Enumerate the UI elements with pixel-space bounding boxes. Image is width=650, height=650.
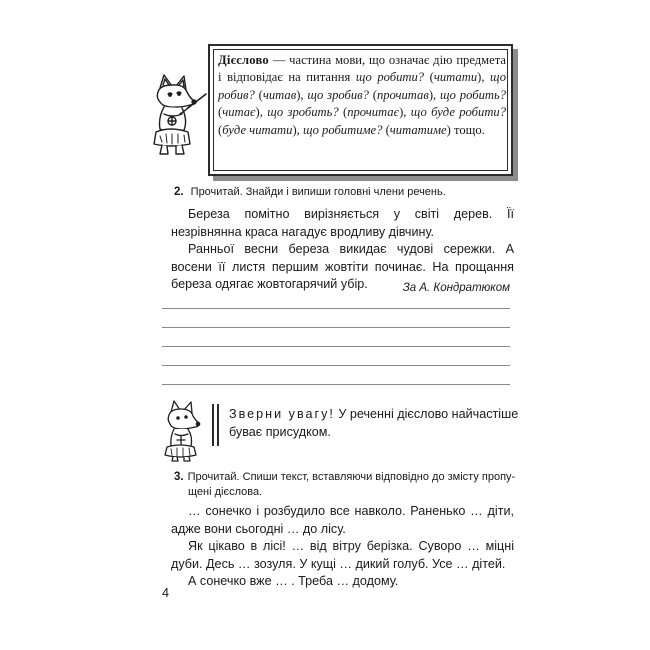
rule-term: Дієслово	[218, 53, 269, 67]
task-3-number: 3.	[174, 471, 184, 483]
rule-question: що робив?	[218, 70, 506, 102]
rule-text-segment: (	[424, 70, 434, 85]
answer-line[interactable]	[162, 384, 510, 385]
rule-example: читатиме	[389, 122, 447, 137]
attention-note	[229, 406, 529, 441]
page-number: 4	[162, 586, 170, 600]
attention-lead: Зверни увагу!	[229, 407, 335, 421]
answer-line[interactable]	[162, 346, 510, 347]
task-3-instruction-line-1: Прочитай. Спиши текст, вставляючи відповідно до змісту пропу-	[187, 471, 516, 483]
task-2-text	[171, 206, 514, 294]
task-2-instruction: Прочитай. Знайди і випиши головні члени речень.	[190, 186, 446, 198]
answer-line[interactable]	[162, 308, 510, 309]
rule-example: буде читати	[222, 122, 293, 137]
rule-text-segment: ),	[428, 87, 441, 102]
rule-text-segment: — частина мови, що означає дію предмета і відповідає на питання	[218, 53, 506, 85]
answer-line[interactable]	[162, 365, 510, 366]
answer-line[interactable]	[162, 327, 510, 328]
rule-text-segment: (	[218, 122, 223, 137]
rule-text-segment: ),	[399, 105, 411, 120]
rule-text-segment: ),	[296, 87, 308, 102]
rule-definition	[218, 52, 506, 139]
rule-example: читає	[222, 105, 256, 120]
rule-text-segment: ),	[477, 70, 491, 85]
rule-question: що робити?	[355, 70, 425, 85]
rule-text-segment: ) тощо.	[446, 122, 485, 137]
rule-text-segment: (	[218, 105, 223, 120]
rule-example: прочитав	[376, 87, 429, 102]
task-3-instruction-line-2: щені дієслова.	[188, 486, 263, 498]
task-3-paragraph: А сонечко вже … . Треба … додому.	[188, 574, 399, 588]
task-2-author: За А. Кондратюком	[402, 282, 510, 294]
rule-text-segment: ),	[255, 105, 268, 120]
task-3-text	[171, 503, 514, 591]
rule-question: що робить?	[440, 87, 506, 102]
rule-question: що зробив?	[307, 87, 369, 102]
rule-question: що зробить?	[267, 105, 339, 120]
task-3-paragraph: … сонечко і розбудило все навколо. Раненько … діти, адже вони сьогодні … до лісу.	[171, 504, 514, 536]
fox-teacher-illustration	[150, 74, 210, 158]
rule-text-segment: (	[368, 87, 377, 102]
rule-example: читати	[433, 70, 478, 85]
rule-example: прочитає	[347, 105, 400, 120]
task-2-number: 2.	[174, 186, 184, 198]
rule-text-segment: (	[382, 122, 390, 137]
rule-text-segment: (	[338, 105, 348, 120]
fox-attention-illustration	[162, 400, 206, 462]
attention-marker-bars	[212, 404, 221, 446]
task-3-header	[174, 470, 534, 500]
rule-text-segment: ),	[292, 122, 303, 137]
rule-question: що робитиме?	[302, 122, 383, 137]
task-3-paragraph: Як цікаво в лісі! … від вітру берізка. Суворо … міцні дуби. Десь … зозуля. У кущі … дикий голуб. Усе … дітей.	[171, 539, 514, 571]
rule-question: що буде робити?	[410, 105, 507, 120]
rule-text-segment: (	[254, 87, 263, 102]
task-2-header	[174, 185, 534, 200]
task-2-paragraph: Ранньої весни береза викидає чудові сережки. А восени її листя першим жовтіти починає. На прощання береза одягає жовтогарячий убір.	[171, 242, 514, 291]
task-2-paragraph: Береза помітно вирізняється у світі дерев. Її незрівнянна краса нагадує вродливу дівчину.	[171, 207, 514, 239]
attention-text: У реченні дієслово найчастіше буває присудком.	[229, 407, 519, 439]
rule-example: читав	[262, 87, 297, 102]
